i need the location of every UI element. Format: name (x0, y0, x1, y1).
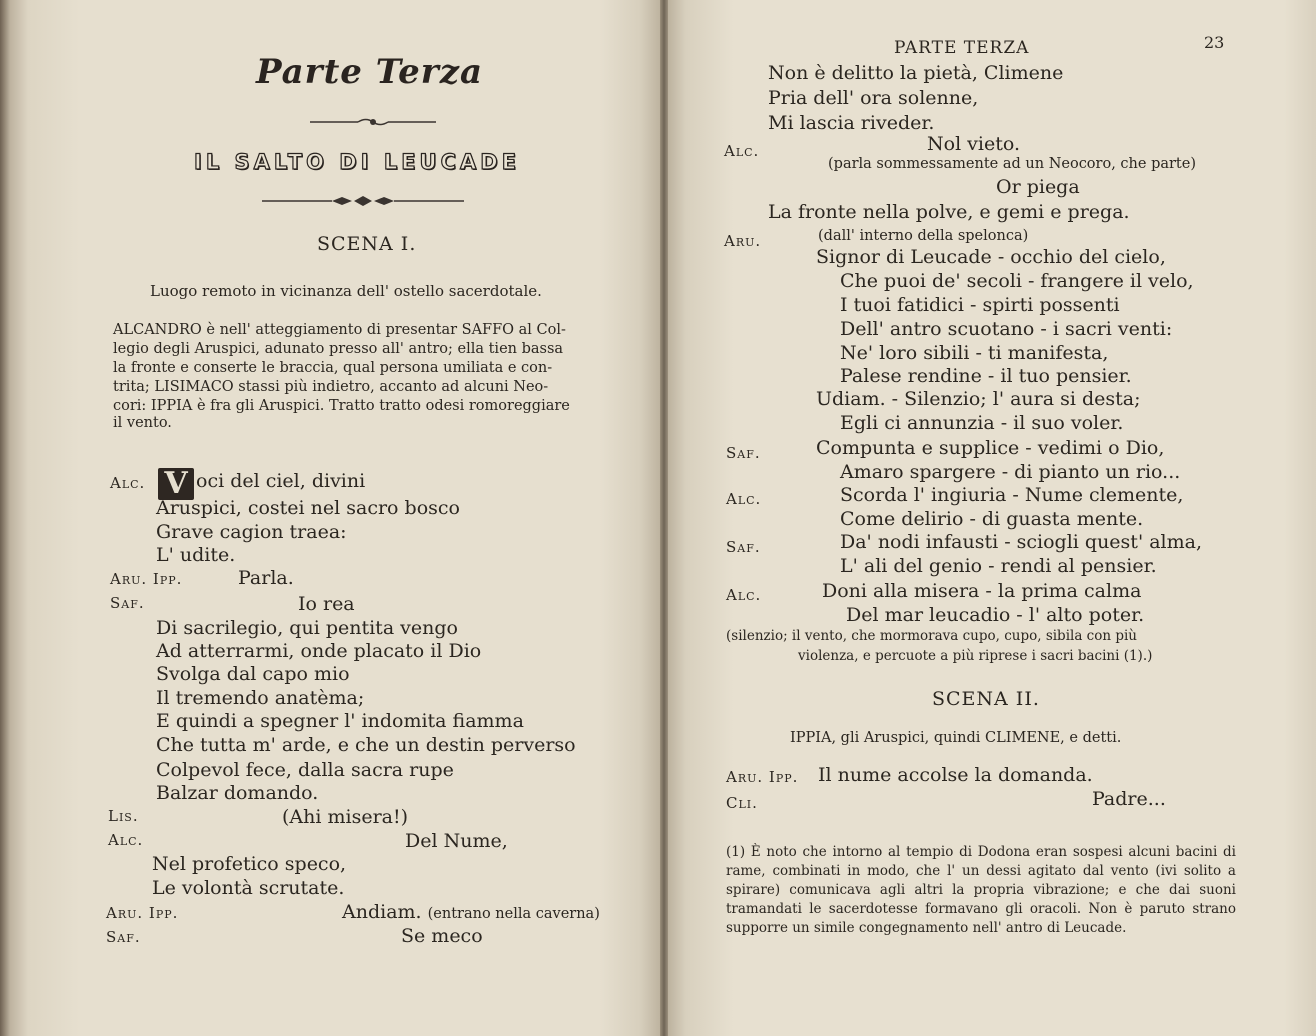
speaker-label: Alc. (726, 490, 762, 508)
speaker-label: Alc. (108, 831, 144, 849)
verse-line: Or piega (996, 176, 1080, 198)
ornament-rule-1 (310, 114, 436, 133)
verse-line (158, 468, 365, 500)
verse-line: Palese rendine - il tuo pensier. (840, 365, 1132, 387)
verse-line: Se meco (401, 925, 483, 947)
verse-line: L' ali del genio - rendi al pensier. (840, 555, 1157, 577)
speaker-label: Saf. (726, 444, 761, 462)
page-number: 23 (1204, 33, 1225, 52)
speaker-label: Aru. (724, 232, 762, 250)
speaker-label: Saf. (106, 928, 141, 946)
aside-line: (Ahi misera!) (282, 806, 409, 828)
verse-line: Grave cagion traea: (156, 521, 347, 543)
speaker-label: Alc. (110, 474, 146, 492)
speaker-label: Lis. (108, 807, 139, 825)
scene-heading: SCENA II. (932, 688, 1040, 710)
verse-line: Mi lascia riveder. (768, 112, 935, 134)
verse-line: Non è delitto la pietà, Climene (768, 62, 1064, 84)
stage-direction-line: il vento. (113, 415, 172, 431)
play-subtitle: IL SALTO DI LEUCADE (194, 150, 521, 174)
verse-line: Aruspici, costei nel sacro bosco (156, 497, 460, 519)
speaker-label: Alc. (726, 586, 762, 604)
stage-direction: (dall' interno della spelonca) (818, 228, 1029, 244)
scene-heading: SCENA I. (317, 233, 417, 255)
verse-line: Colpevol fece, dalla sacra rupe (156, 759, 454, 781)
right-page (664, 0, 1316, 1036)
verse-line: Parla. (238, 567, 294, 589)
verse-line: I tuoi fatidici - spirti possenti (840, 294, 1120, 316)
stage-direction: (entrano nella caverna) (427, 906, 600, 922)
ornament-rule-2 (262, 193, 464, 212)
scene-characters: IPPIA, gli Aruspici, quindi CLIMENE, e detti. (790, 730, 1122, 746)
stage-direction-line: trita; LISIMACO stassi più indietro, accanto ad alcuni Neo- (113, 379, 549, 395)
scene-setting: Luogo remoto in vicinanza dell' ostello sacerdotale. (150, 282, 542, 300)
stage-direction: (parla sommessamente ad un Neocoro, che parte) (828, 156, 1196, 172)
verse-line: Come delirio - di guasta mente. (840, 508, 1144, 530)
verse-line: Signor di Leucade - occhio del cielo, (816, 246, 1166, 268)
verse-line: Che tutta m' arde, e che un destin perverso (156, 734, 576, 756)
verse-line-text: Andiam. (342, 901, 422, 923)
verse-line: Ad atterrarmi, onde placato il Dio (156, 640, 482, 662)
verse-line: Doni alla misera - la prima calma (822, 580, 1142, 602)
verse-line: Da' nodi infausti - sciogli quest' alma, (840, 531, 1202, 553)
verse-line: Egli ci annunzia - il suo voler. (840, 412, 1124, 434)
verse-line: E quindi a spegner l' indomita fiamma (156, 710, 524, 732)
verse-line: Io rea (298, 593, 355, 615)
speaker-label: Saf. (110, 594, 145, 612)
verse-line: Udiam. - Silenzio; l' aura si desta; (816, 388, 1141, 410)
stage-direction-line: la fronte e conserte le braccia, qual persona umiliata e con- (113, 360, 553, 376)
verse-line (342, 901, 600, 923)
verse-line: Nol vieto. (927, 133, 1021, 155)
verse-line: Del Nume, (405, 830, 508, 852)
verse-line: Il tremendo anatèma; (156, 687, 365, 709)
part-title: Parte Terza (256, 52, 484, 92)
verse-line: Le volontà scrutate. (152, 877, 345, 899)
stage-direction-line: cori: IPPIA è fra gli Aruspici. Tratto tratto odesi romoreggiare (113, 398, 570, 414)
verse-line: La fronte nella polve, e gemi e prega. (768, 201, 1130, 223)
verse-line: Dell' antro scuotano - i sacri venti: (840, 318, 1173, 340)
verse-line: Compunta e supplice - vedimi o Dio, (816, 437, 1165, 459)
verse-line: Padre... (1092, 788, 1166, 810)
verse-line: Balzar domando. (156, 782, 319, 804)
speaker-label: Aru. Ipp. (110, 570, 183, 588)
speaker-label: Alc. (724, 142, 760, 160)
verse-line-text: oci del ciel, divini (196, 470, 366, 492)
verse-line: L' udite. (156, 544, 236, 566)
verse-line: Il nume accolse la domanda. (818, 764, 1093, 786)
verse-line: Pria dell' ora solenne, (768, 87, 979, 109)
footnote: (1) È noto che intorno al tempio di Dodona eran sospesi alcuni bacini di rame, combinati in modo, che l' un dessi agitato dal vento (ivi solito a spirare) comunicava agli altri la propria vibrazione; e che dai suoni tramandati le sacerdotesse formavano gli oracoli. Non è paruto strano supporre un simile congegnamento nell' antro di Leucade. (726, 844, 1236, 936)
speaker-label: Aru. Ipp. (726, 768, 799, 786)
speaker-label: Cli. (726, 794, 758, 812)
running-head: PARTE TERZA (894, 38, 1030, 58)
speaker-label: Saf. (726, 538, 761, 556)
verse-line: Amaro spargere - di pianto un rio... (840, 461, 1181, 483)
stage-direction-line: ALCANDRO è nell' atteggiamento di presentar SAFFO al Col- (113, 322, 566, 338)
stage-direction: violenza, e percuote a più riprese i sacri bacini (1).) (798, 648, 1153, 664)
drop-cap: V (158, 468, 194, 500)
verse-line: Del mar leucadio - l' alto poter. (846, 604, 1145, 626)
speaker-label: Aru. Ipp. (106, 904, 179, 922)
stage-direction: (silenzio; il vento, che mormorava cupo, cupo, sibila con più (726, 628, 1138, 644)
verse-line: Nel profetico speco, (152, 853, 347, 875)
book-gutter (660, 0, 668, 1036)
verse-line: Di sacrilegio, qui pentita vengo (156, 617, 458, 639)
verse-line: Scorda l' ingiuria - Nume clemente, (840, 484, 1184, 506)
stage-direction-line: legio degli Aruspici, adunato presso all' antro; ella tien bassa (113, 341, 564, 357)
verse-line: Ne' loro sibili - ti manifesta, (840, 342, 1109, 364)
verse-line: Che puoi de' secoli - frangere il velo, (840, 270, 1194, 292)
verse-line: Svolga dal capo mio (156, 663, 350, 685)
